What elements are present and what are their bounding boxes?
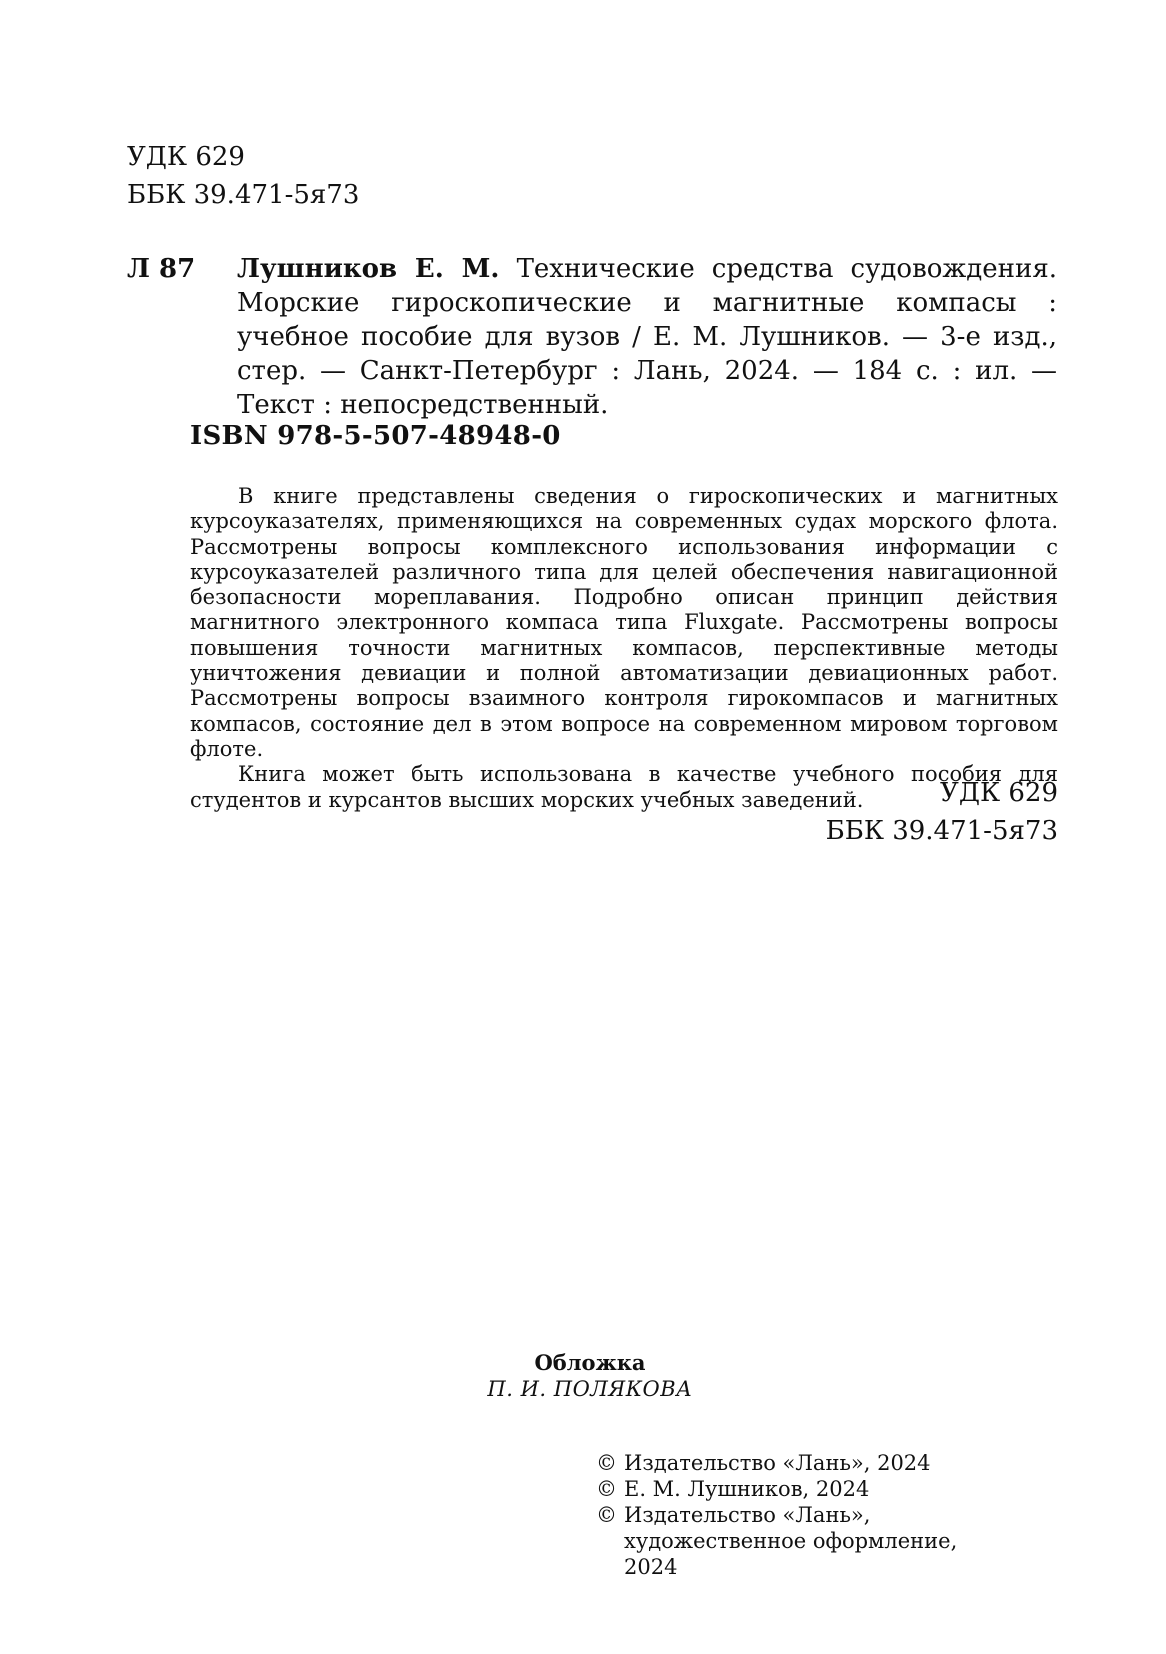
cover-label: Обложка	[534, 1350, 646, 1375]
annotation-paragraph: Книга может быть использована в качестве учебного пособия для студентов и курсантов высших морских учебных заведений.	[190, 762, 1058, 812]
copyright-text: Е. М. Лушников, 2024	[624, 1477, 870, 1501]
copyright-text: Издательство «Лань», 2024	[624, 1451, 931, 1475]
copyright-icon: ©	[596, 1451, 617, 1475]
copyright-line	[596, 1502, 1016, 1580]
bottom-bbk-code: ББК 39.471-5я73	[825, 816, 1058, 846]
author-name: Лушников Е. М.	[237, 254, 500, 284]
copyright-line	[596, 1450, 1016, 1476]
copyright-block	[596, 1450, 1016, 1580]
author-sign: Л 87	[127, 254, 196, 284]
description-text: Технические средства судовождения. Морские гироскопические и магнитные компасы : учебное пособие для вузов / Е. М. Лушников. — 3-е изд., стер. — Санкт-Петербург : Лань, 2024. — 184 с. : ил. — Текст : непосредственный.	[237, 254, 1058, 420]
bottom-udk-code: УДК 629	[940, 778, 1058, 808]
annotation-paragraph: В книге представлены сведения о гироскопических и магнитных курсоуказателях, применяющихся на современных судах морского флота. Рассмотрены вопросы комплексного использования информации с курсоуказателей различного типа для целей обеспечения навигационной безопасности мореплавания. Подробно описан принцип действия магнитного электронного компаса типа Fluxgate. Рассмотрены вопросы повышения точности магнитных компасов, перспективные методы уничтожения девиации и полной автоматизации девиационных работ. Рассмотрены вопросы взаимного контроля гирокомпасов и магнитных компасов, состояние дел в этом вопросе на современном мировом торговом флоте.	[190, 484, 1058, 761]
annotation	[190, 484, 1058, 813]
copyright-icon: ©	[596, 1503, 617, 1527]
copyright-line	[596, 1476, 1016, 1502]
cover-designer: П. И. ПОЛЯКОВА	[487, 1377, 693, 1401]
top-classification-codes	[127, 138, 359, 214]
top-bbk-code: ББК 39.471-5я73	[127, 180, 360, 210]
isbn-number: ISBN 978-5-507-48948-0	[190, 421, 561, 451]
copyright-icon: ©	[596, 1477, 617, 1501]
copyright-text: Издательство «Лань», художественное оформление, 2024	[624, 1503, 958, 1579]
top-udk-code: УДК 629	[127, 142, 245, 172]
bibliographic-description	[237, 252, 1057, 422]
bottom-classification-codes	[720, 774, 1058, 850]
cover-credit	[420, 1350, 760, 1402]
